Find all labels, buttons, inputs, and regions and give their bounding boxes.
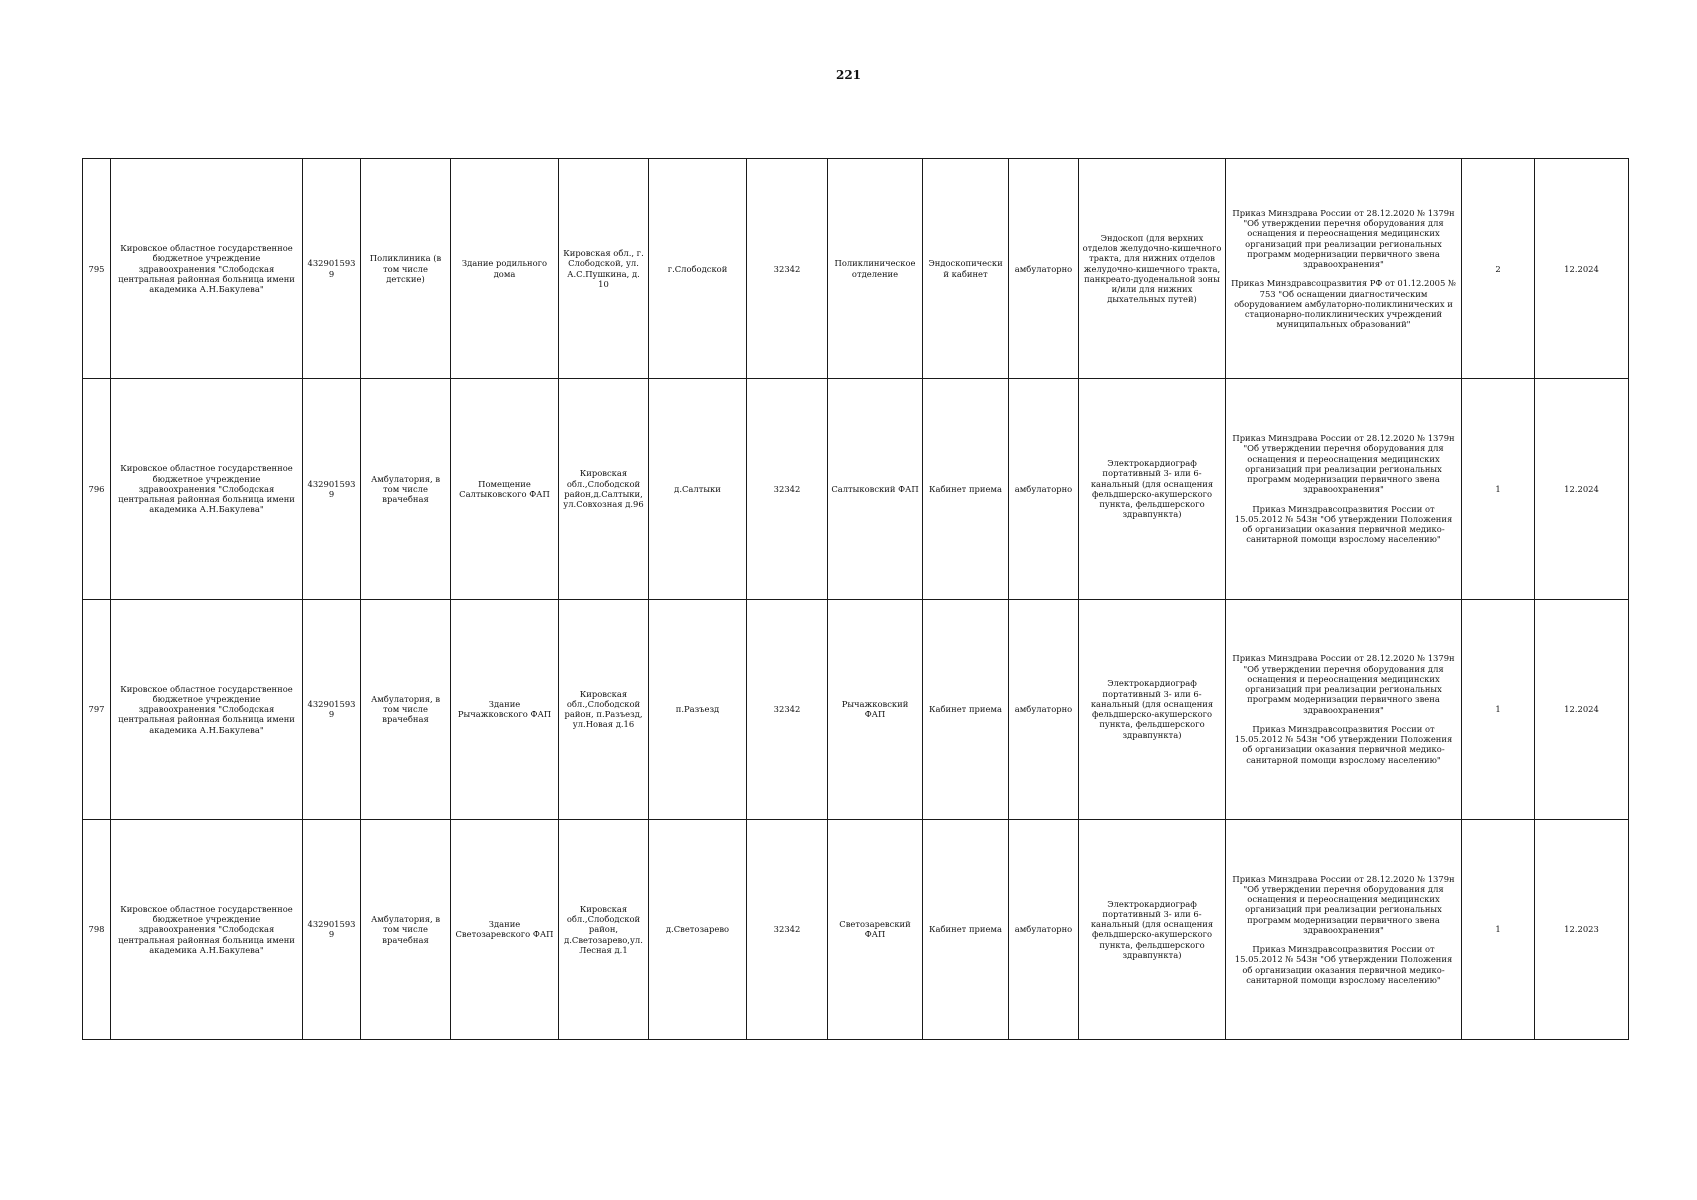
basis-order-1: Приказ Минздрава России от 28.12.2020 № 1379н "Об утверждении перечня оборудования для оснащения и переоснащения медицинских организаций при реализации региональных программ модернизации первичного звена здравоохранения" xyxy=(1232,653,1455,715)
table-row xyxy=(83,379,1629,599)
code-cell: 32342 xyxy=(747,379,828,599)
facility-type-cell: Поликлиника (в том числе детские) xyxy=(361,159,451,379)
basis-order-2: Приказ Минздравсоцразвития России от 15.05.2012 № 543н "Об утверждении Положения об организации оказания первичной медико-санитарной помощи взрослому населению" xyxy=(1234,723,1453,765)
table-row xyxy=(83,819,1629,1039)
organization-cell: Кировское областное государственное бюджетное учреждение здравоохранения "Слободская центральная районная больница имени академика А.Н.Бакулева" xyxy=(111,159,303,379)
quantity-cell: 1 xyxy=(1462,599,1535,819)
inn-cell: 4329015939 xyxy=(303,379,361,599)
basis-order-2: Приказ Минздравсоцразвития России от 15.05.2012 № 543н "Об утверждении Положения об организации оказания первичной медико-санитарной помощи взрослому населению" xyxy=(1234,503,1453,545)
row-number: 797 xyxy=(83,599,111,819)
basis-cell xyxy=(1226,819,1462,1039)
row-number: 796 xyxy=(83,379,111,599)
care-form-cell: амбулаторно xyxy=(1009,159,1079,379)
facility-type-cell: Амбулатория, в том числе врачебная xyxy=(361,599,451,819)
code-cell: 32342 xyxy=(747,819,828,1039)
locality-cell: д.Салтыки xyxy=(649,379,747,599)
building-cell: Здание родильного дома xyxy=(451,159,559,379)
room-cell: Кабинет приема xyxy=(923,379,1009,599)
basis-order-2: Приказ Минздравсоцразвития России от 15.05.2012 № 543н "Об утверждении Положения об организации оказания первичной медико-санитарной помощи взрослому населению" xyxy=(1234,944,1453,985)
date-cell: 12.2024 xyxy=(1535,159,1629,379)
date-cell: 12.2024 xyxy=(1535,379,1629,599)
equipment-cell: Электрокардиограф портативный 3- или 6-канальный (для оснащения фельдшерско-акушерского пункта, фельдшерского здравпункта) xyxy=(1079,819,1226,1039)
code-cell: 32342 xyxy=(747,159,828,379)
table-row xyxy=(83,599,1629,819)
care-form-cell: амбулаторно xyxy=(1009,819,1079,1039)
quantity-cell: 1 xyxy=(1462,379,1535,599)
room-cell: Кабинет приема xyxy=(923,599,1009,819)
basis-cell xyxy=(1226,159,1462,379)
inn-cell: 4329015939 xyxy=(303,819,361,1039)
locality-cell: д.Светозарево xyxy=(649,819,747,1039)
room-cell: Эндоскопический кабинет xyxy=(923,159,1009,379)
facility-type-cell: Амбулатория, в том числе врачебная xyxy=(361,379,451,599)
department-cell: Светозаревский ФАП xyxy=(828,819,923,1039)
building-cell: Помещение Салтыковского ФАП xyxy=(451,379,559,599)
equipment-cell: Электрокардиограф портативный 3- или 6-канальный (для оснащения фельдшерско-акушерского пункта, фельдшерского здравпункта) xyxy=(1079,379,1226,599)
organization-cell: Кировское областное государственное бюджетное учреждение здравоохранения "Слободская центральная районная больница имени академика А.Н.Бакулева" xyxy=(111,599,303,819)
organization-cell: Кировское областное государственное бюджетное учреждение здравоохранения "Слободская центральная районная больница имени академика А.Н.Бакулева" xyxy=(111,819,303,1039)
building-cell: Здание Светозаревского ФАП xyxy=(451,819,559,1039)
address-cell: Кировская обл.,Слободской район,д.Салтыки,ул.Совхозная д.96 xyxy=(559,379,649,599)
basis-order-1: Приказ Минздрава России от 28.12.2020 № 1379н "Об утверждении перечня оборудования для оснащения и переоснащения медицинских организаций при реализации региональных программ модернизации первичного звена здравоохранения" xyxy=(1232,433,1455,495)
locality-cell: г.Слободской xyxy=(649,159,747,379)
row-number: 795 xyxy=(83,159,111,379)
inn-cell: 4329015939 xyxy=(303,599,361,819)
room-cell: Кабинет приема xyxy=(923,819,1009,1039)
page-number: 221 xyxy=(835,68,862,82)
address-cell: Кировская обл.,Слободской район, п.Разъезд, ул.Новая д.16 xyxy=(559,599,649,819)
basis-order-2: Приказ Минздравсоцразвития РФ от 01.12.2005 № 753 "Об оснащении диагностическим оборудованием амбулаторно-поликлинических и стационарно-поликлинических учреждений муниципальных образований" xyxy=(1231,278,1456,330)
basis-cell xyxy=(1226,599,1462,819)
quantity-cell: 2 xyxy=(1462,159,1535,379)
address-cell: Кировская обл.,Слободской район, д.Светозарево,ул.Лесная д.1 xyxy=(559,819,649,1039)
department-cell: Рычажковский ФАП xyxy=(828,599,923,819)
basis-order-1: Приказ Минздрава России от 28.12.2020 № 1379н "Об утверждении перечня оборудования для оснащения и переоснащения медицинских организаций при реализации региональных программ модернизации первичного звена здравоохранения" xyxy=(1232,207,1455,269)
basis-order-1: Приказ Минздрава России от 28.12.2020 № 1379н "Об утверждении перечня оборудования для оснащения и переоснащения медицинских организаций при реализации региональных программ модернизации первичного звена здравоохранения" xyxy=(1232,873,1455,935)
care-form-cell: амбулаторно xyxy=(1009,379,1079,599)
inn-cell: 4329015939 xyxy=(303,159,361,379)
date-cell: 12.2023 xyxy=(1535,819,1629,1039)
row-number: 798 xyxy=(83,819,111,1039)
equipment-table xyxy=(82,158,1629,1040)
equipment-cell: Эндоскоп (для верхних отделов желудочно-кишечного тракта, для нижних отделов желудочно-кишечного тракта, панкреато-дуоденальной зоны и/или для нижних дыхательных путей) xyxy=(1079,159,1226,379)
department-cell: Салтыковский ФАП xyxy=(828,379,923,599)
building-cell: Здание Рычажковского ФАП xyxy=(451,599,559,819)
code-cell: 32342 xyxy=(747,599,828,819)
basis-cell xyxy=(1226,379,1462,599)
organization-cell: Кировское областное государственное бюджетное учреждение здравоохранения "Слободская центральная районная больница имени академика А.Н.Бакулева" xyxy=(111,379,303,599)
care-form-cell: амбулаторно xyxy=(1009,599,1079,819)
facility-type-cell: Амбулатория, в том числе врачебная xyxy=(361,819,451,1039)
date-cell: 12.2024 xyxy=(1535,599,1629,819)
address-cell: Кировская обл., г. Слободской, ул. А.С.Пушкина, д. 10 xyxy=(559,159,649,379)
table-row xyxy=(83,159,1629,379)
quantity-cell: 1 xyxy=(1462,819,1535,1039)
equipment-cell: Электрокардиограф портативный 3- или 6-канальный (для оснащения фельдшерско-акушерского пункта, фельдшерского здравпункта) xyxy=(1079,599,1226,819)
locality-cell: п.Разъезд xyxy=(649,599,747,819)
department-cell: Поликлиническое отделение xyxy=(828,159,923,379)
